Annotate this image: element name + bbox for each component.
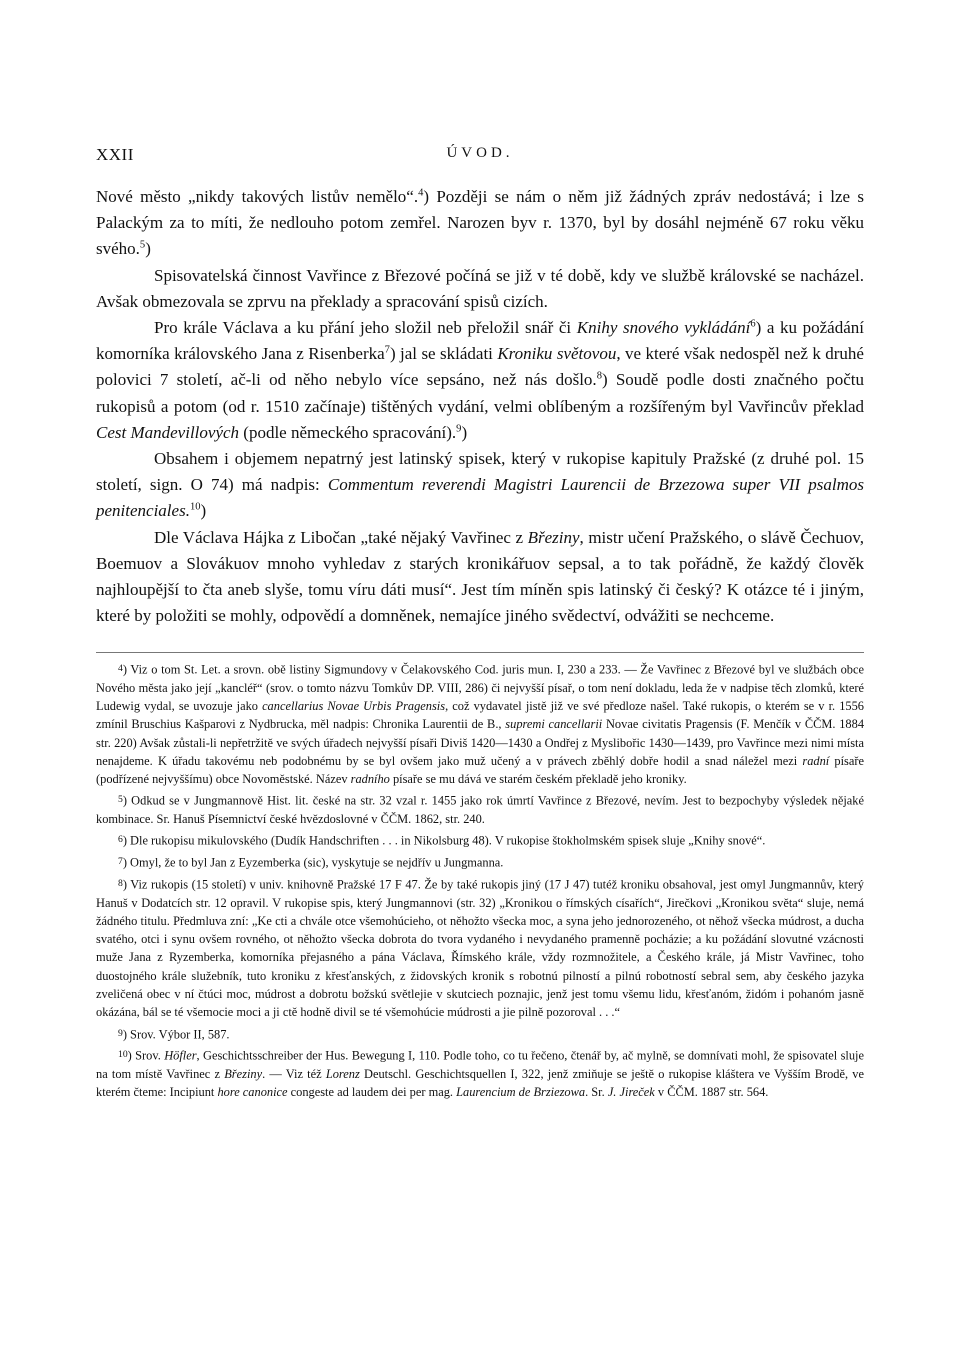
text-run: ) Viz rukopis (15 století) v univ. knihovně Pražské 17 F 47. Že by také rukopis jiný (17 J 47) tutéž kroniku obsahoval, jest omyl Jungmannův, který Hanuš v Dodatcích str. 12 opravil. V rukopise spis, který Jungmannovi (str. 32) „Kronikou o římských císařích“, Jirečkovi „Kronikou světa“ sluje, nemá žádného titulu. Předmluva zní: „Ke cti a chvále otce všemohúcieho, ot něhožto všecka moc, a syna jeho jednorozeného, ot něhož všecka múdrost, a ducha svatého, otci i synu ovšem rovného, ot něhožto všecka dobrota do tvora vydaného i nevydaného pramenně pocházie; a ku požádání slovutné vzácnosti muže Jana z Ryzemberka, komorníka přejasného a pána Václava, Římského krále, vždy rozmnožitele, a Českého krále, já Mistr Vavřinec, toho duostojného krále služebník, tuto kroniku z křesťanských, z židovských kronik s robotnú pilností a pilnú robotností sebral sem, aby českého jazyka zveličená obec v ní čtúci moc, múdrost a dobrotu božskú světlejie v skutciech poznajic, jenž jest tomu všemu lidu, křesťanóm, židóm i pohanóm jasně okázána, bál se té všemocie moci a ji ctě hodně divil se té všemohúcie múdrosti a jie pilně pozoroval . . .“	[96, 877, 864, 1020]
text-run: ) Dle rukopisu mikulovského (Dudík Handschriften . . . in Nikolsburg 48). V rukopise štokholmském spisek sluje „Knihy snové“.	[122, 833, 766, 848]
text-run: ) Viz o tom St. Let. a srovn. obě listiny Sigmundovy v Čelakovského Cod. juris mun. I, 230 a 233. — Že Vavřinec z Březové byl ve službách obce Nového města jako její „kancléř“ (srov. o tomto názvu Tomkův DP. VIII, 286) či nejvyšší písař, o tom není dokladu, leda že v nadpise těch zlomků, které Ludewig vydal, se uvozuje jako	[96, 662, 864, 713]
paragraph-1	[96, 184, 864, 263]
text-run: , mistr učení Pražského, o slávě Čechuov, Boemuov a Slovákuov mnoho vyhledav z starých kronikářuov sepsal, a to tak pořádně, že každý člověk najhloupější to čta aneb slyše, tomu víru dáti musí“. Jest tím míněn spis latinský či český? K otázce té i jiným, které by položiti se mohly, odpovědí a domněnek, nemajíce jiného svědectví, odvážiti se nechceme.	[96, 527, 864, 626]
italic-text: cancellarius Novae Urbis Pragensis	[262, 699, 446, 713]
footnote-number: 7	[118, 856, 123, 868]
text-run: . Sr.	[585, 1085, 608, 1100]
text-run: písaře se mu dává ve starém českém překladě jeho kroniky.	[389, 772, 687, 787]
italic-title: Knihy snového vykládání	[576, 318, 751, 338]
italic-text: supremi cancellarii	[505, 717, 603, 732]
text-run: v ČČM. 1887 str. 564.	[654, 1085, 769, 1100]
running-title: ÚVOD.	[446, 145, 514, 161]
text-run: ) a ku požádání komorníka královského Jana z Risenberka	[96, 318, 864, 364]
text-run: )	[145, 239, 151, 259]
footnote-number: 8	[118, 877, 123, 889]
text-run: Dle Václava Hájka z Libočan „také nějaký Vavřinec z	[154, 527, 528, 547]
paragraph-2: Spisovatelská činnost Vavřince z Březové počíná se již v té době, kdy ve službě královské se nacházel. Avšak obmezovala se zprvu na překlady a spracování spisů cizích.	[96, 265, 864, 311]
text-run: , Geschichtsschreiber der Hus. Bewegung I, 110. Podle toho, co tu řečeno, čtenář by, ač mylně, se domnívati mohl, že spisovatel sluje na tom místě Vavřinec z	[96, 1048, 864, 1082]
footnote-ref: 8	[596, 370, 602, 382]
paragraph-4	[96, 446, 864, 525]
footnote-ref: 5	[139, 239, 146, 251]
footnote-ref: 6	[750, 318, 756, 330]
text-run: , ve které však nedospěl než k druhé polovici 7 století, ač-li od něho nebylo více sepsáno, než nás došlo.	[96, 344, 864, 390]
text-run: . — Viz též	[262, 1067, 326, 1082]
text-run: )	[461, 422, 468, 442]
footnote-number: 5	[118, 794, 123, 806]
italic-title: Commentum reverendi Magistri Laurencii de Brzezowa super VII psalmos penitenciales.	[96, 475, 864, 521]
text-run: ) Odkud se v Jungmannově Hist. lit. české na str. 32 vzal r. 1455 jako rok úmrtí Vavřince z Březové, nevím. Jest to bezpochyby výsledek nějaké kombinace. Sr. Hanuš Písemnictví české hvězdoslovné v ČČM. 1862, str. 240.	[96, 793, 864, 827]
footnote-10	[96, 1046, 864, 1101]
footnote-8	[96, 875, 864, 1022]
text-run: Novae civitatis Pragensis (F. Menčík v ČČM. 1884 str. 220) Avšak zůstali-li nepřetržitě ve svých úřadech nejvyšší písaři Diviš 1420—1430 a Ondřej z Myslibořic 1430—1439, pro Vavřince mezi nimi místa nenajdeme. K úřadu takovému neb podobnému by se byl ovšem jako muž učený a v právech zběhlý dobře hodil a snad náležel mezi	[96, 717, 865, 768]
footnote-ref: 7	[384, 344, 390, 356]
footnote-ref: 4	[418, 187, 424, 199]
text-run: , což vydavatel jistě již ve své předloze našel. Také rukopis, o kterém se v r. 1556 zmínil Bruschius Kašparovi z Nydbrucka, měl nadpis: Chronika Laurentii de B.,	[96, 699, 864, 732]
footnote-number: 6	[118, 834, 123, 846]
footnote-number: 4	[118, 663, 123, 674]
footnote-ref: 9	[456, 423, 462, 435]
text-run: Pro krále Václava a ku přání jeho složil neb přeložil snář či	[154, 318, 577, 338]
text-run: (podle německého spracování).	[239, 422, 457, 442]
footnote-5	[96, 791, 864, 828]
main-text	[96, 184, 864, 629]
page-header	[96, 145, 864, 167]
footnote-number: 9	[118, 1027, 123, 1039]
text-run: ) Srov. Výbor II, 587.	[122, 1027, 230, 1042]
text-run: Deutschl. Geschichtsquellen I, 322, jenž zmiňuje se ještě o rukopise kláštera ve Vyšším Brodě, ve kterém čteme: Incipiunt	[96, 1067, 864, 1100]
italic-text: radní	[802, 753, 830, 768]
italic-name: Březiny	[527, 527, 580, 547]
text-run: ) Později se nám o něm již žádných zpráv nedostává; i lze s Palackým za to míti, že nedlouho potom zemřel. Narozen byv r. 1370, byl by dosáhl nejméně 67 roku věku svého.	[96, 187, 864, 259]
footnote-4	[96, 660, 864, 788]
text-run: ) Omyl, že to byl Jan z Eyzemberka (sic), vyskytuje se nejdřív u Jungmanna.	[122, 855, 504, 870]
italic-text: radního	[350, 772, 390, 787]
text-run: Nové město „nikdy takových listův nemělo“.	[96, 187, 419, 206]
italic-text: Březiny	[224, 1067, 263, 1082]
text-run: )	[200, 501, 207, 521]
footnote-6	[96, 831, 864, 850]
paragraph-3	[96, 315, 864, 446]
text-run: ) jal se skládati	[389, 344, 498, 364]
footnote-ref: 10	[189, 501, 201, 513]
footnote-7	[96, 853, 864, 872]
text-run: ) Srov.	[127, 1048, 165, 1063]
paragraph-5	[96, 525, 864, 630]
italic-title: Kroniku světovou	[497, 344, 617, 364]
page-number: XXII	[96, 145, 134, 164]
text-run: písaře (podřízené nejvyššímu) obce Novoměstské. Název	[96, 753, 864, 787]
italic-title: Cest Mandevillových	[96, 422, 240, 442]
italic-text: Lorenz	[325, 1067, 360, 1082]
text-run: Obsahem i objemem nepatrný jest latinský spisek, který v rukopise kapituly Pražské (z druhé pol. 15 století, sign. O 74) má nadpis:	[96, 449, 864, 495]
footnote-number: 10	[118, 1049, 128, 1061]
footnote-9	[96, 1025, 864, 1044]
italic-text: hore canonice	[217, 1085, 288, 1100]
italic-text: J. Jireček	[607, 1085, 655, 1100]
italic-text: Höfler	[164, 1048, 197, 1063]
italic-text: Laurencium de Brziezowa	[456, 1085, 586, 1100]
footnotes	[96, 660, 864, 1105]
text-run: ) Soudě podle dosti značného počtu rukopisů a potom (od r. 1510 začínaje) tištěných vydání, velmi oblíbeným a rozšířeným byl Vavřincův překlad	[96, 370, 864, 416]
text-run: congeste ad laudem dei per mag.	[287, 1085, 457, 1100]
footnote-separator	[96, 652, 864, 653]
